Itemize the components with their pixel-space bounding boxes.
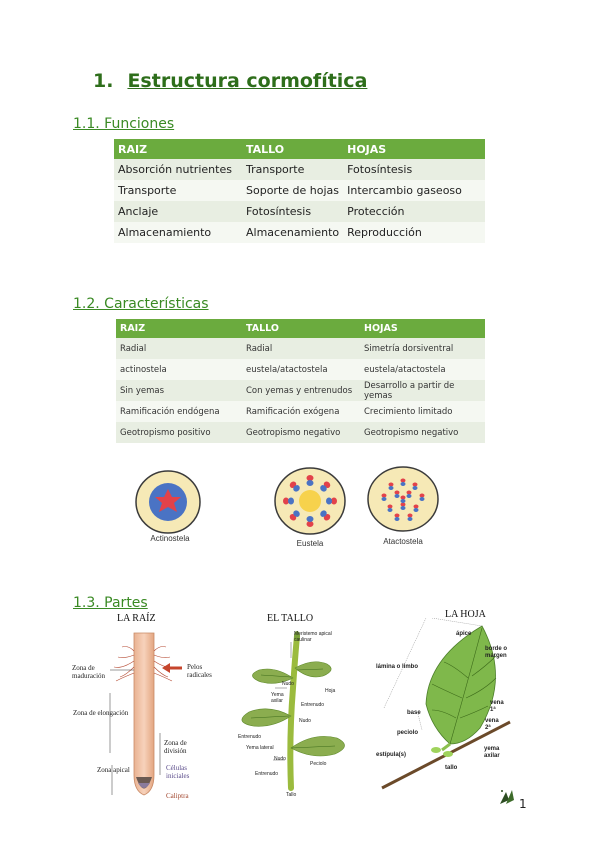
table-header-row [114,139,485,159]
header-cell: TALLO [242,139,343,159]
lamina-limbo-label: lámina o limbo [376,664,419,670]
atactostela-label: Atactostela [383,537,423,546]
table-cell: Geotropismo negativo [242,422,360,443]
zona-division-label: Zona de división [164,739,187,755]
table-cell: Ramificación exógena [242,401,360,422]
atactostela-diagram [364,464,444,536]
table-row [116,401,485,422]
raiz-figure-title: LA RAÍZ [117,613,156,624]
celulas-iniciales-label: Células iniciales [166,764,190,780]
heading-number: 1. [93,70,114,92]
nudo-label: Nudo [282,681,294,687]
yema-axilar-label: Yema axilar [271,692,284,704]
nudo-label: Nudo [274,756,286,762]
eustela-diagram [271,464,351,536]
table-cell: Almacenamiento [242,222,343,243]
table-row [114,180,485,201]
apice-label: ápice [456,631,472,637]
table-row [116,359,485,380]
table-row [116,422,485,443]
estipula-label: estípula(s) [376,752,407,758]
page-number: 1 [519,797,527,811]
table-row [116,380,485,401]
table-cell: Geotropismo positivo [116,422,242,443]
table-cell: Transporte [242,159,343,180]
nudo-label: Nudo [299,718,311,724]
vena-secundaria-label: vena 2ª [485,718,499,731]
yema-lateral-label: Yema lateral [246,745,274,751]
header-cell: RAIZ [116,319,242,338]
eustela-label: Eustela [296,539,324,548]
borde-margen-label: borde o margen [485,646,507,659]
table-cell: Soporte de hojas [242,180,343,201]
caliptra-label: Caliptra [166,792,189,800]
entrenudo-label: Entrenudo [255,771,279,777]
tallo-label: tallo [445,765,458,771]
table-cell: eustela/atactostela [242,359,360,380]
table-cell: Ramificación endógena [116,401,242,422]
table-row [114,159,485,180]
zona-maduracion-label: Zona de maduración [72,664,106,680]
table-row [116,338,485,359]
entrenudo-label: Entrenudo [238,734,262,740]
header-cell: HOJAS [343,139,485,159]
actinostela-label: Actinostela [150,534,190,543]
table-cell: Intercambio gaseoso [343,180,485,201]
peciolo-label: Peciolo [310,761,327,767]
yema-axilar-label: yema axilar [484,746,500,759]
table-cell: Protección [343,201,485,222]
table-cell: Simetría dorsiventral [360,338,485,359]
header-cell: TALLO [242,319,360,338]
vena-primaria-label: vena 1ª [490,700,504,713]
table-cell: Con yemas y entrenudos [242,380,360,401]
table-cell: Fotosíntesis [343,159,485,180]
table-row [114,222,485,243]
table-cell: eustela/atactostela [360,359,485,380]
table-cell: actinostela [116,359,242,380]
peciolo-label: peciolo [397,730,419,736]
functions-table [114,139,485,243]
table-row [114,201,485,222]
tallo-label: Tallo [286,792,297,798]
table-cell: Radial [116,338,242,359]
table-cell: Crecimiento limitado [360,401,485,422]
table-cell: Reproducción [343,222,485,243]
stem-illustration [225,628,360,800]
pelos-radicales-label: Pelos radicales [187,663,212,679]
table-cell: Transporte [114,180,242,201]
header-cell: HOJAS [360,319,485,338]
table-header-row [116,319,485,338]
heading-text: Estructura cormofítica [127,70,368,92]
zona-elongacion-label: Zona de elongación [73,709,129,717]
table-cell: Anclaje [114,201,242,222]
leaf-logo-icon [498,788,518,806]
section-heading-partes: 1.3. Partes [73,595,148,611]
table-cell: Radial [242,338,360,359]
table-cell: Absorción nutrientes [114,159,242,180]
hoja-figure-title: LA HOJA [445,609,486,620]
header-cell: RAIZ [114,139,242,159]
characteristics-table [116,319,485,443]
table-cell: Sin yemas [116,380,242,401]
hoja-label: Hoja [325,688,336,694]
entrenudo-label: Entrenudo [301,702,325,708]
page-title [93,70,367,92]
table-cell: Desarrollo a partir de yemas [360,380,485,401]
meristemo-label: Meristemo apical caulinar [294,631,332,643]
tallo-figure-title: EL TALLO [267,613,314,624]
section-heading-caracteristicas: 1.2. Características [73,296,209,312]
actinostela-diagram [130,466,210,536]
table-cell: Almacenamiento [114,222,242,243]
table-cell: Fotosíntesis [242,201,343,222]
table-cell: Geotropismo negativo [360,422,485,443]
base-label: base [407,710,421,716]
zona-apical-label: Zona apical [97,766,130,774]
section-heading-funciones: 1.1. Funciones [73,116,175,132]
